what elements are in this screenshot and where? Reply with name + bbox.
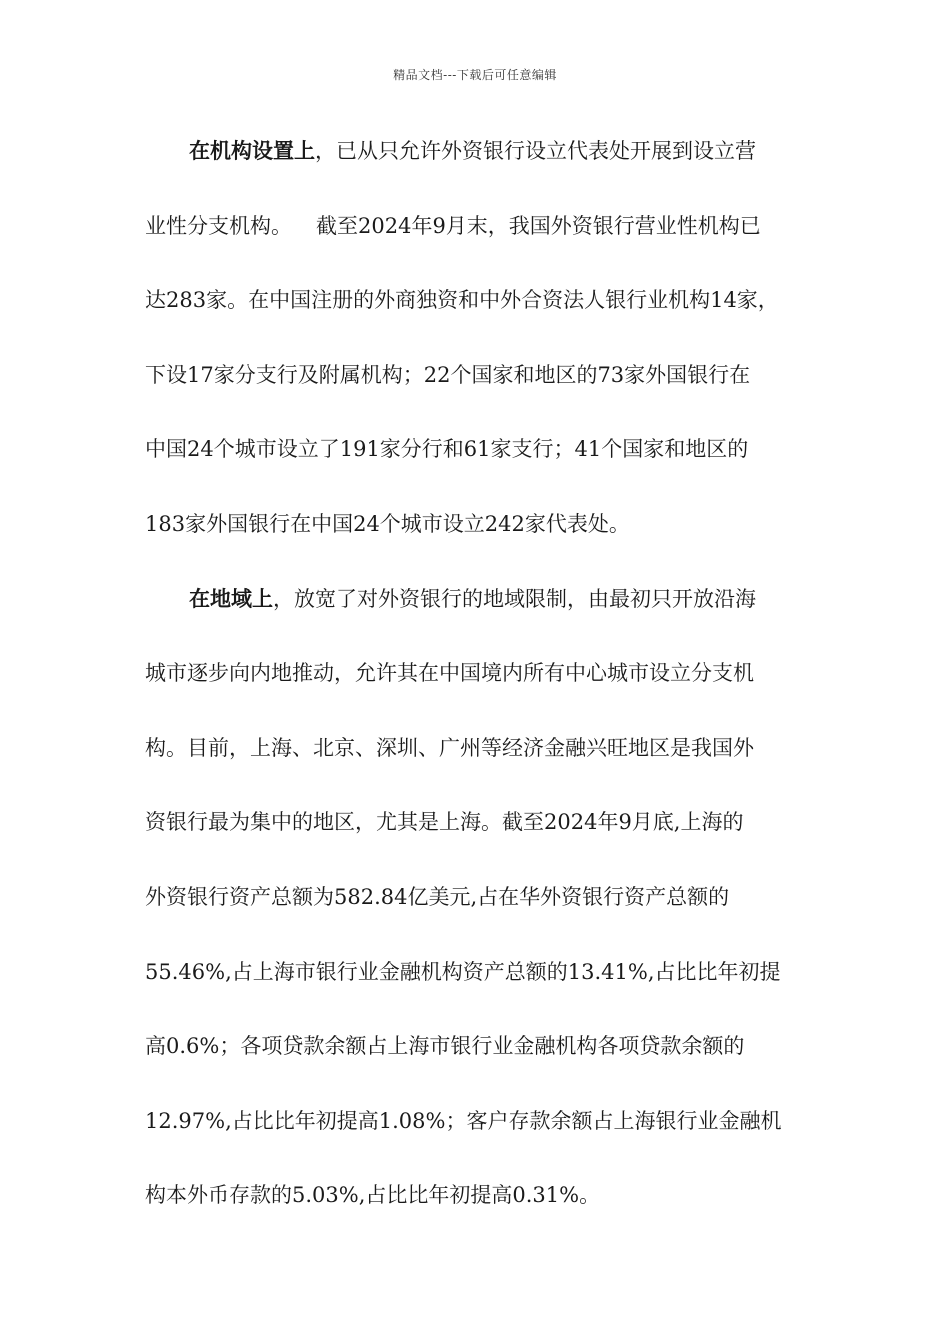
paragraph-line: 城市逐步向内地推动，允许其在中国境内所有中心城市设立分支机	[145, 661, 754, 686]
paragraph-line	[145, 205, 805, 280]
paragraph-line: 183家外国银行在中国24个城市设立242家代表处。	[145, 511, 630, 536]
paragraph-line: 中国24个城市设立了191家分行和61家支行；41个国家和地区的	[145, 437, 749, 462]
paragraph-line: 高0.6%；各项贷款余额占上海市银行业金融机构各项贷款余额的	[145, 1034, 745, 1059]
paragraph-line: 构本外币存款的5.03%,占比比年初提高0.31%。	[145, 1183, 601, 1208]
line-text: ，已从只允许外资银行设立代表处开展到设立营	[315, 139, 756, 163]
line-text: 业性分支机构。	[145, 213, 292, 238]
line-text: 截至2024年9月末，我国外资银行营业性机构已	[316, 213, 761, 238]
paragraph-line: 下设17家分支行及附属机构；22个国家和地区的73家外国银行在	[145, 362, 751, 387]
page-header: 精品文档---下载后可任意编辑	[393, 68, 557, 82]
paragraph-line	[145, 130, 805, 205]
paragraph-line: 12.97%,占比比年初提高1.08%；客户存款余额占上海银行业金融机	[145, 1108, 782, 1133]
paragraph-line: 55.46%,占上海市银行业金融机构资产总额的13.41%,占比比年初提	[145, 959, 781, 984]
paragraph-line: 外资银行资产总额为582.84亿美元,占在华外资银行资产总额的	[145, 884, 730, 909]
paragraph-line	[145, 578, 805, 653]
paragraph-line: 达283家。在中国注册的外商独资和中外合资法人银行业机构14家，	[145, 288, 779, 313]
paragraph-line: 构。目前，上海、北京、深圳、广州等经济金融兴旺地区是我国外	[145, 735, 754, 760]
bold-lead: 在地域上	[189, 585, 273, 611]
paragraph-institution-setup	[145, 130, 805, 578]
document-body	[145, 130, 805, 1249]
bold-lead: 在机构设置上	[189, 138, 315, 163]
line-text: ，放宽了对外资银行的地域限制，由最初只开放沿海	[273, 586, 756, 611]
paragraph-geography	[145, 578, 805, 1249]
paragraph-line: 资银行最为集中的地区，尤其是上海。截至2024年9月底,上海的	[145, 810, 744, 835]
